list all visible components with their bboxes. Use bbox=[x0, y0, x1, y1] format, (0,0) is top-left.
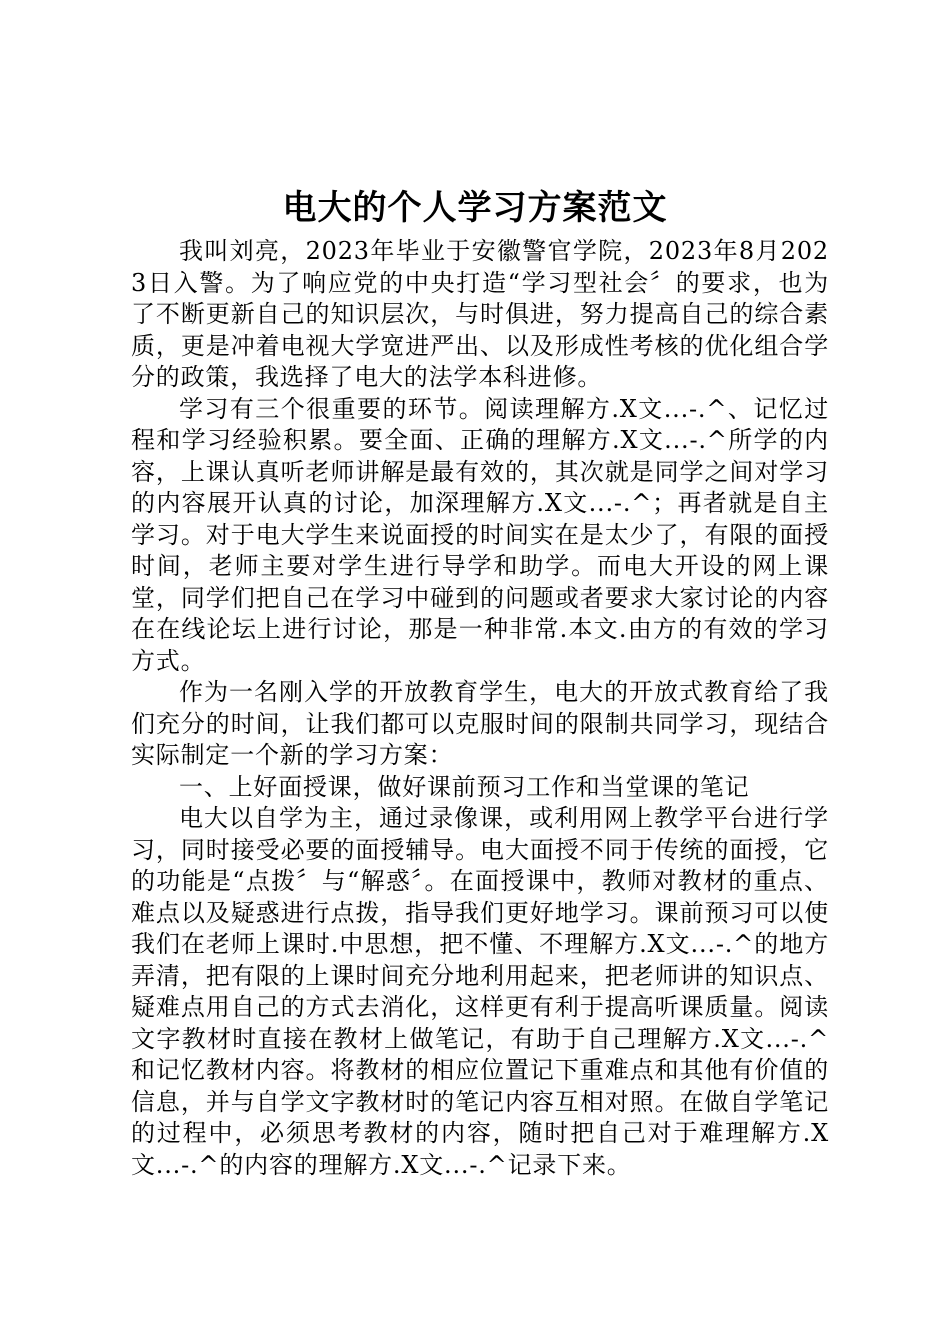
paragraph-plan-intro: 作为一名刚入学的开放教育学生，电大的开放式教育给了我们充分的时间，让我们都可以克服时间的限制共同学习，现结合实际制定一个新的学习方案： bbox=[131, 678, 829, 769]
document-title: 电大的个人学习方案范文 bbox=[282, 188, 668, 228]
section-heading-1: 一、上好面授课，做好课前预习工作和当堂课的笔记 bbox=[179, 772, 750, 801]
paragraph-intro: 我叫刘亮，2023年毕业于安徽警官学院，2023年8月2023日入警。为了响应党的中央打造“学习型社会〞的要求，也为了不断更新自己的知识层次，与时俱进，努力提高自己的综合素质，更是冲着电视大学宽进严出、以及形成性考核的优化组合学分的政策，我选择了电大的法学本科进修。 bbox=[131, 237, 829, 391]
document-body bbox=[131, 236, 829, 1181]
paragraph-study-steps: 学习有三个很重要的环节。阅读理解方.X文...-.^、记忆过程和学习经验积累。要全面、正确的理解方.X文...-.^所学的内容，上课认真听老师讲解是最有效的，其次就是同学之间对学习的内容展开认真的讨论，加深理解方.X文...-.^；再者就是自主学习。对于电大学生来说面授的时间实在是太少了，有限的面授时间，老师主要对学生进行导学和助学。而电大开设的网上课堂，同学们把自己在学习中碰到的问题或者要求大家讨论的内容在在线论坛上进行讨论，那是一种非常.本文.由方的有效的学习方式。 bbox=[131, 394, 829, 675]
paragraph-face-to-face: 电大以自学为主，通过录像课，或利用网上教学平台进行学习，同时接受必要的面授辅导。电大面授不同于传统的面授，它的功能是“点拨〞与“解惑〞。在面授课中，教师对教材的重点、难点以及疑惑进行点拨，指导我们更好地学习。课前预习可以使我们在老师上课时.中思想，把不懂、不理解方.X文...-.^的地方弄清，把有限的上课时间充分地利用起来，把老师讲的知识点、疑难点用自己的方式去消化，这样更有利于提高听课质量。阅读文字教材时直接在教材上做笔记，有助于自己理解方.X文...-.^和记忆教材内容。将教材的相应位置记下重难点和其他有价值的信息，并与自学文字教材时的笔记内容互相对照。在做自学笔记的过程中，必须思考教材的内容，随时把自己对于难理解方.X文...-.^的内容的理解方.X文...-.^记录下来。 bbox=[131, 804, 829, 1179]
